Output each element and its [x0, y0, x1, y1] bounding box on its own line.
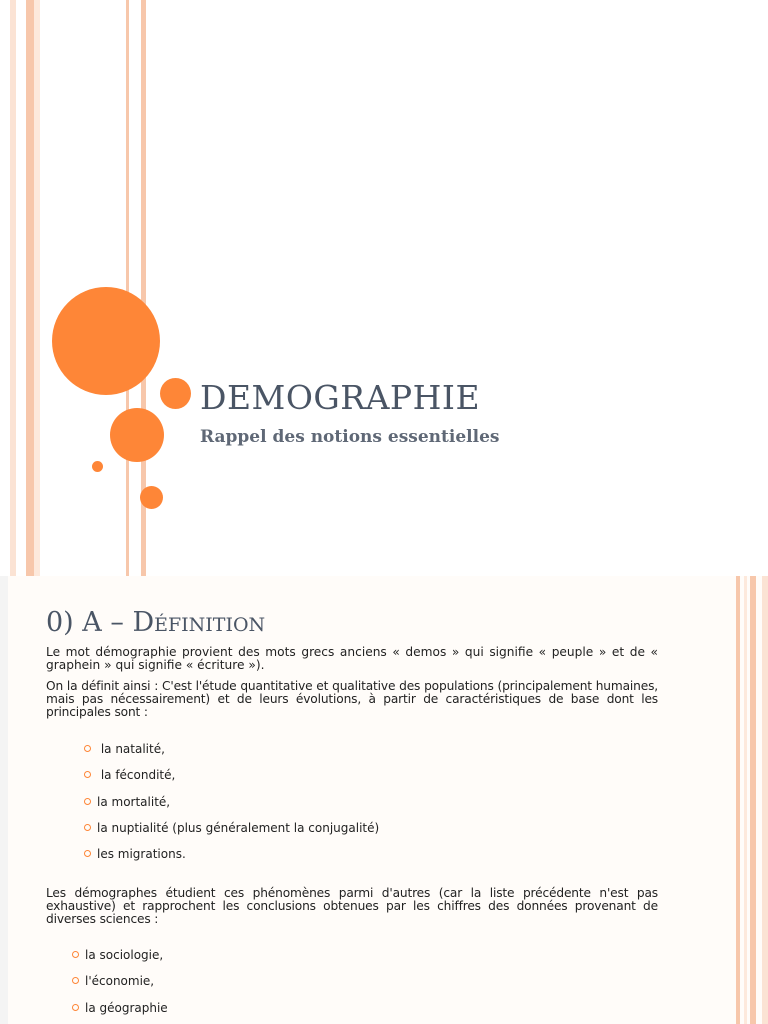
bullet-icon [84, 798, 91, 805]
bullet-icon [72, 1004, 79, 1011]
stripe-decoration [762, 576, 768, 1024]
paragraph-sciences: Les démographes étudient ces phénomènes parmi d'autres (car la liste précédente n'est pas exhaustive) et rapprochent les conclusions obtenues par les chiffres des données provenant de diverses sciences : [46, 886, 658, 926]
heading-word: Définition [132, 607, 266, 638]
bullet-icon [84, 824, 91, 831]
list-item [84, 768, 379, 794]
stripe-decoration [744, 576, 747, 1024]
definition-slide [0, 576, 768, 1024]
list-item [84, 821, 379, 847]
list-item-label: la mortalité, [97, 794, 171, 809]
stripe-decoration [750, 576, 756, 1024]
list-item [84, 795, 379, 821]
list-item-label: la nuptialité (plus généralement la conjugalité) [97, 820, 380, 835]
list-item-label: l'économie, [85, 974, 155, 989]
small-circle-decoration [140, 486, 163, 509]
paragraph-definition: On la définit ainsi : C'est l'étude quantitative et qualitative des populations (principalement humaines, mais pas nécessairement) et de leurs évolutions, à partir de caractéristiques de base dont les principales sont : [46, 679, 658, 719]
list-item [84, 742, 379, 768]
bullet-icon [84, 771, 91, 778]
sciences-list [72, 948, 168, 1024]
characteristics-list [84, 742, 379, 873]
stripe-decoration [0, 576, 8, 1024]
medium-circle-decoration [110, 408, 164, 462]
stripe-decoration [736, 576, 740, 1024]
bullet-icon [84, 850, 91, 857]
list-item-label: les migrations. [97, 847, 186, 862]
slide-heading [46, 607, 265, 638]
large-circle-decoration [52, 287, 160, 395]
small-circle-decoration [160, 378, 191, 409]
bullet-icon [72, 951, 79, 958]
slide-subtitle: Rappel des notions essentielles [200, 427, 500, 447]
list-item-label: la sociologie, [85, 948, 164, 962]
stripe-decoration [126, 0, 129, 576]
list-item [72, 948, 168, 974]
bullet-icon [72, 977, 79, 984]
stripe-decoration [10, 0, 16, 576]
list-item [72, 974, 168, 1000]
bullet-icon [84, 745, 91, 752]
tiny-circle-decoration [92, 461, 103, 472]
slide-title: DEMOGRAPHIE [200, 378, 481, 417]
list-item-label: la fécondité, [97, 768, 176, 783]
list-item-label: la natalité, [97, 742, 165, 756]
list-item-label: la géographie [85, 1000, 168, 1015]
stripe-decoration [34, 0, 40, 576]
stripe-decoration [26, 0, 34, 576]
list-item [84, 847, 379, 873]
list-item [72, 1001, 168, 1024]
heading-prefix: 0) A – [46, 607, 133, 638]
paragraph-etymology: Le mot démographie provient des mots grecs anciens « demos » qui signifie « peuple » et de « graphein » qui signifie « écriture »). [46, 645, 658, 672]
